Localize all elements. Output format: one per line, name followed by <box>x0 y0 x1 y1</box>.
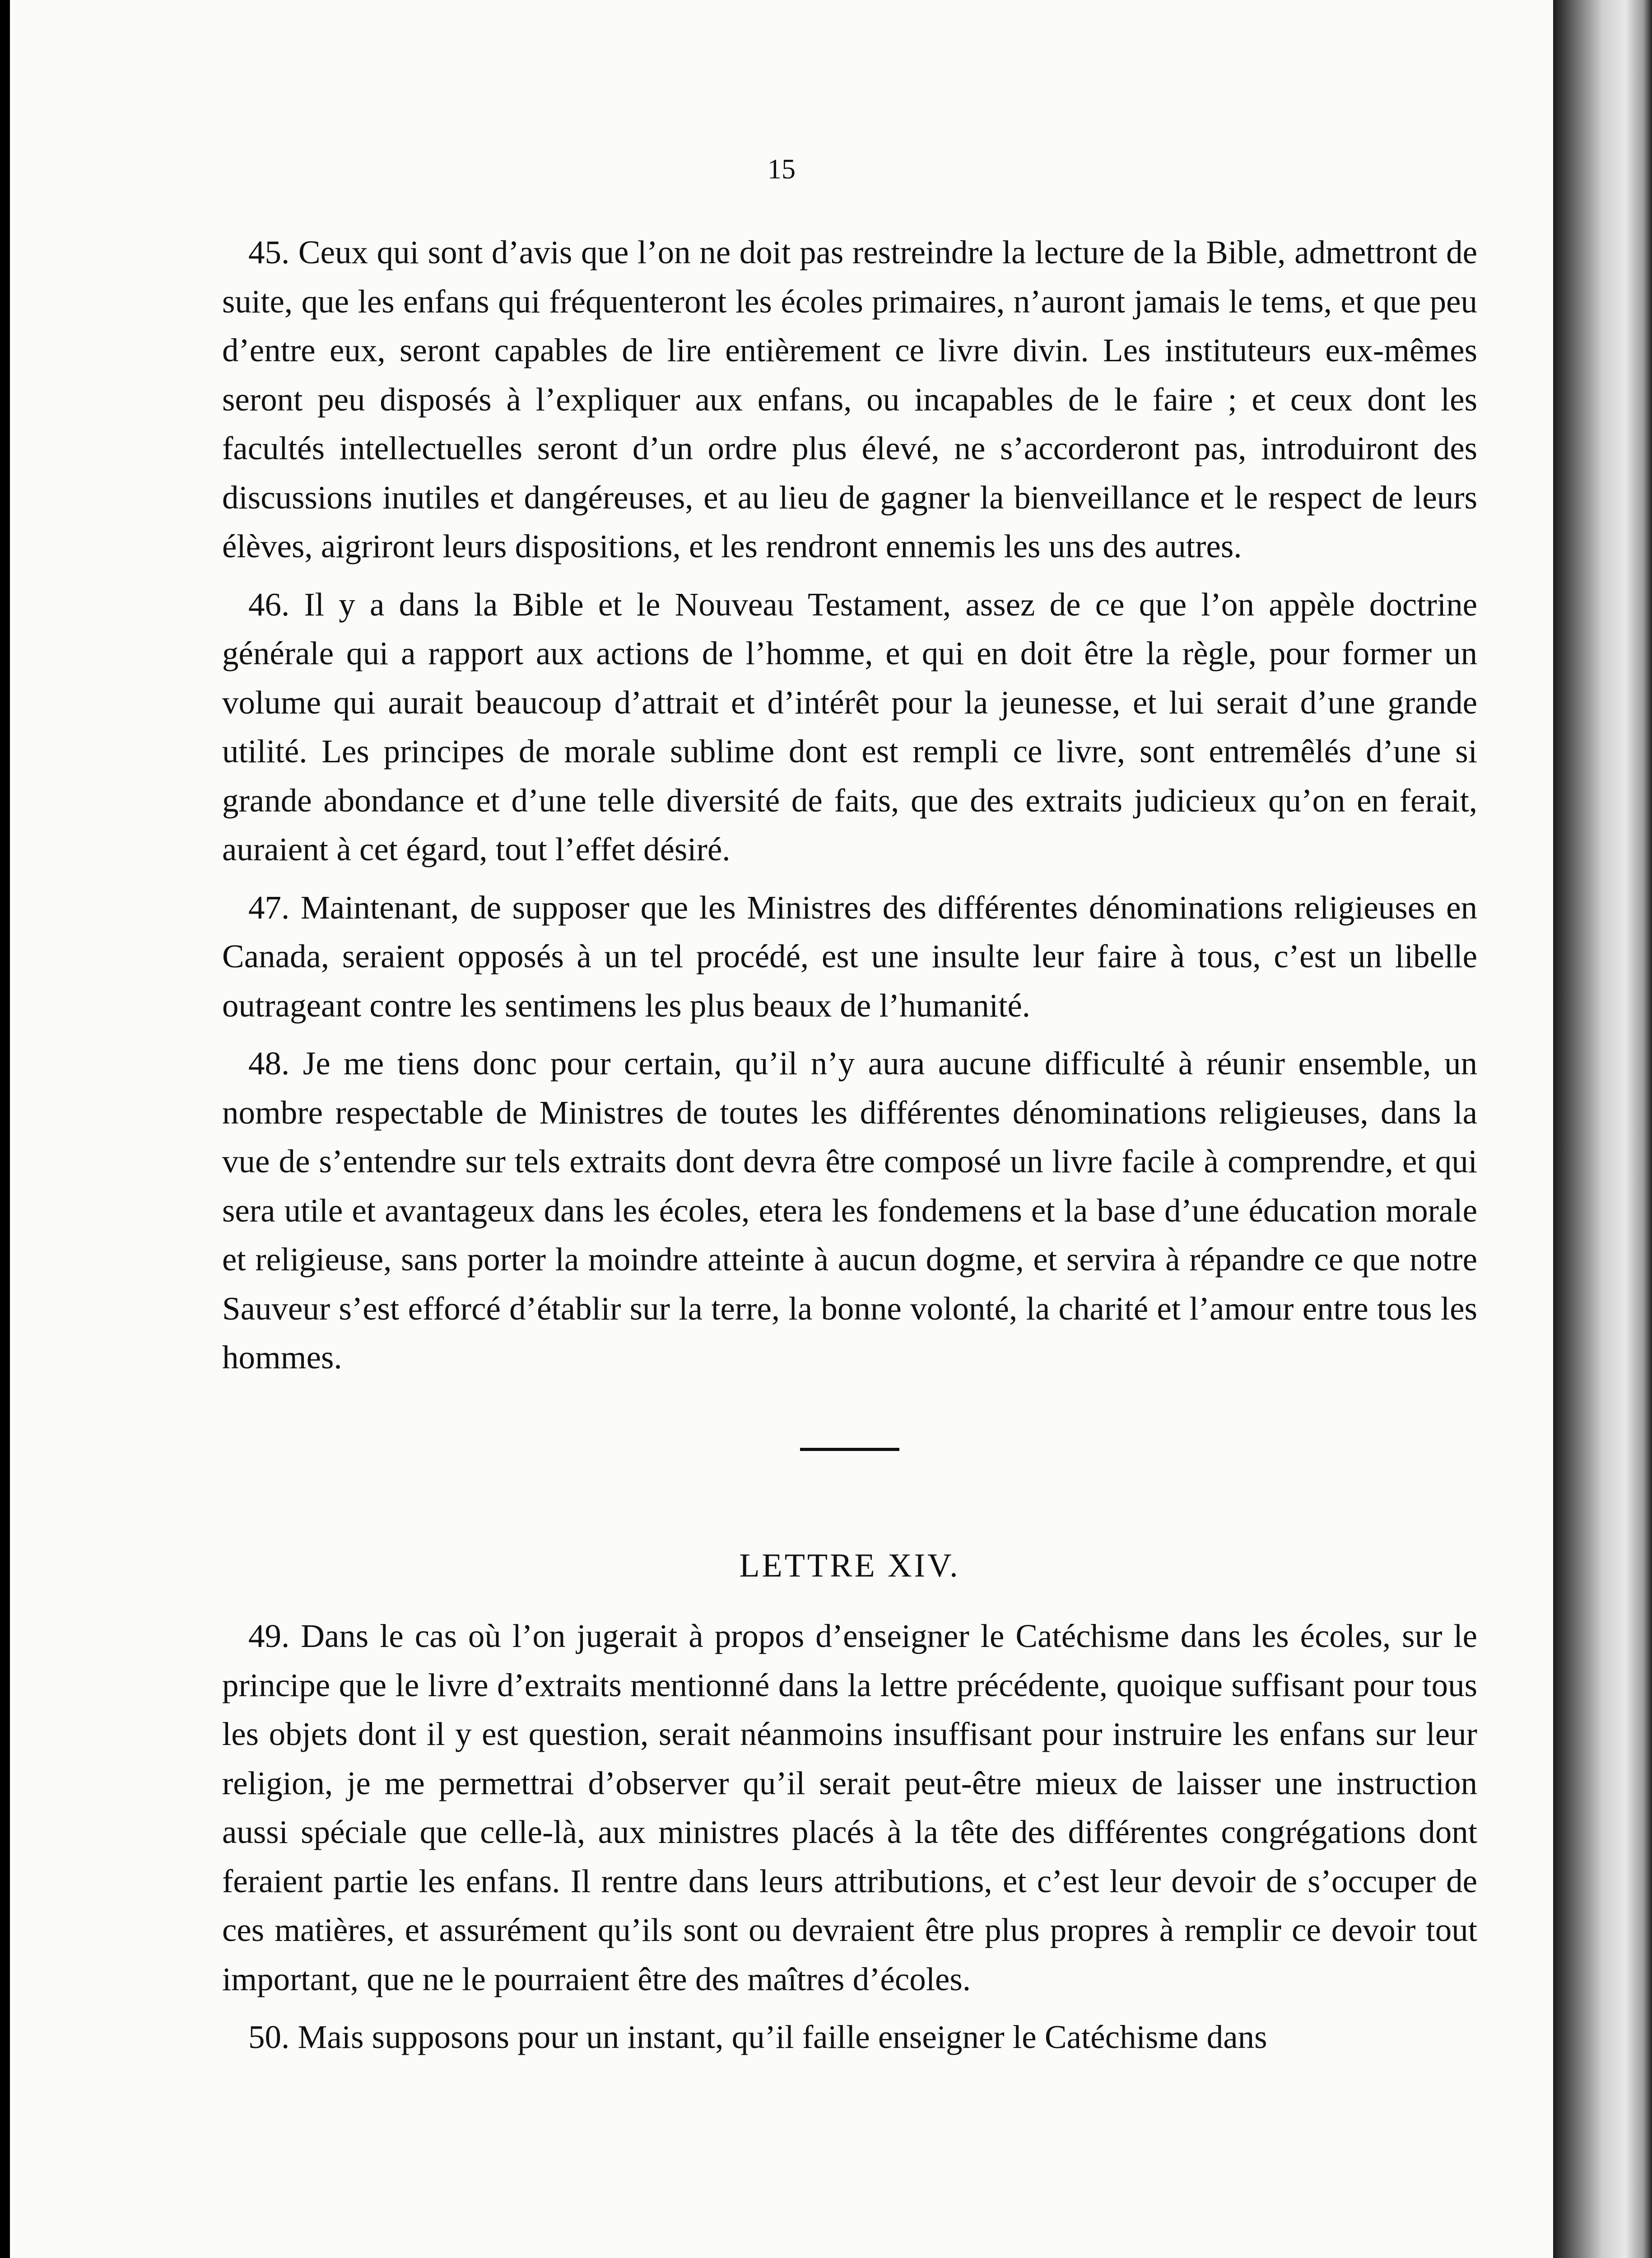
paragraph-number: 47. <box>248 889 290 926</box>
paragraph-text: Mais supposons pour un instant, qu’il faille enseigner le Catéchisme dans <box>298 2019 1267 2055</box>
paragraph-number: 46. <box>248 586 290 623</box>
paragraph-text: Je me tiens donc pour certain, qu’il n’y aura aucune difficulté à réunir ensemble, un nombre respectable de Ministres de toutes les différentes dénominations religieuses, dans la vue de s’entendre sur tels extraits dont devra être composé un livre facile à comprendre, et qui sera utile et avantageux dans les écoles, etera les fondemens et la base d’une éducation morale et religieuse, sans porter la moindre atteinte à aucun dogme, et servira à répandre ce que notre Sauveur s’est efforcé d’établir sur la terre, la bonne volonté, la charité et l’amour entre tous les hommes. <box>222 1045 1478 1376</box>
letter-heading: LETTRE XIV. <box>739 1547 960 1584</box>
paragraph-45 <box>222 228 1477 571</box>
paragraph-number: 50. <box>248 2019 290 2055</box>
paragraph-number: 49. <box>248 1618 290 1654</box>
paragraph-text: Maintenant, de supposer que les Ministres des différentes dénominations religieuses en Canada, seraient opposés à un tel procédé, est une insulte leur faire à tous, c’est un libelle outrageant contre les sentimens les plus beaux de l’humanité. <box>222 889 1477 1024</box>
paragraph-49 <box>222 1612 1477 2004</box>
paragraph-text: Ceux qui sont d’avis que l’on ne doit pas restreindre la lecture de la Bible, admettront de suite, que les enfans qui fréquenteront les écoles primaires, n’auront jamais le tems, et que peu d’entre eux, seront capables de lire entièrement ce livre divin. Les instituteurs eux-mêmes seront peu disposés à l’expliquer aux enfans, ou incapables de le faire ; et ceux dont les facultés intellectuelles seront d’un ordre plus élevé, ne s’accorderont pas, introduiront des discussions inutiles et dangéreuses, et au lieu de gagner la bienveillance et le respect de leurs élèves, aigriront leurs dispositions, et les rendront ennemis les uns des autres. <box>222 234 1477 564</box>
book-binding-edge <box>1553 0 1652 2258</box>
page-body <box>222 228 1477 2071</box>
paragraph-47 <box>222 883 1477 1031</box>
section-divider <box>800 1448 899 1451</box>
paragraph-number: 45. <box>248 234 290 271</box>
paragraph-46 <box>222 580 1477 874</box>
paragraph-text: Il y a dans la Bible et le Nouveau Testament, assez de ce que l’on appèle doctrine générale qui a rapport aux actions de l’homme, et qui en doit être la règle, pour former un volume qui aurait beaucoup d’attrait et d’intérêt pour la jeunesse, et lui serait d’une grande utilité. Les principes de morale sublime dont est rempli ce livre, sont entremêlés d’une si grande abondance et d’une telle diversité de faits, que des extraits judicieux qu’on en ferait, auraient à cet égard, tout l’effet désiré. <box>222 586 1478 868</box>
paragraph-text: Dans le cas où l’on jugerait à propos d’enseigner le Catéchisme dans les écoles, sur le principe que le livre d’extraits mentionné dans la lettre précédente, quoique suffisant pour tous les objets dont il y est question, serait néanmoins insuffisant pour instruire les enfans sur leur religion, je me permettrai d’observer qu’il serait peut-être mieux de laisser une instruction aussi spéciale que celle-là, aux ministres placés à la tête des différentes congrégations dont feraient partie les enfans. Il rentre dans leurs attributions, et c’est leur devoir de s’occuper de ces matières, et assurément qu’ils sont ou devraient être plus propres à remplir ce devoir tout important, que ne le pourraient être des maîtres d’écoles. <box>222 1618 1477 1997</box>
paragraph-48 <box>222 1039 1477 1382</box>
paragraph-number: 48. <box>248 1045 290 1082</box>
paragraph-50 <box>222 2013 1477 2062</box>
book-page <box>10 0 1553 2258</box>
page-number: 15 <box>768 154 796 185</box>
